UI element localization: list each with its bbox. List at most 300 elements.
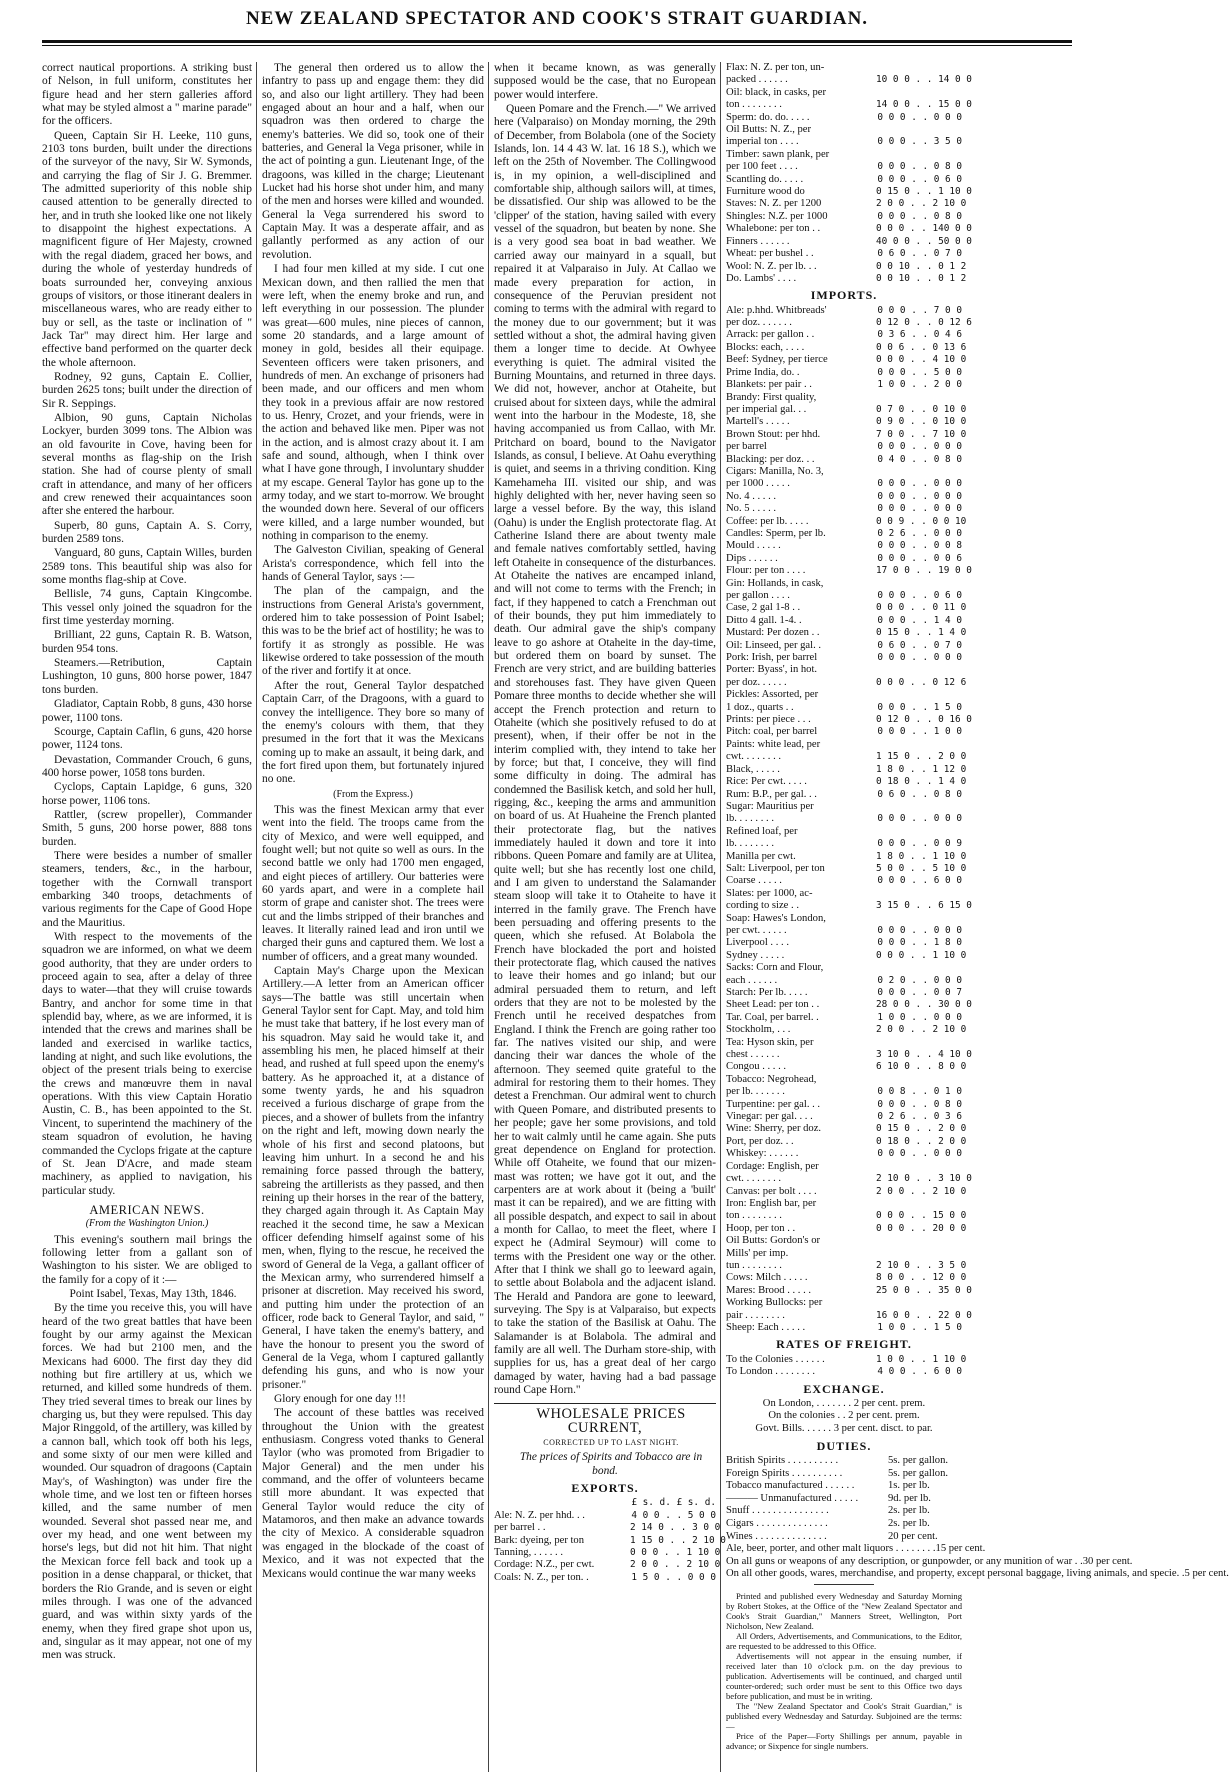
price-value: 0 0 0 . . 0 0 0 — [877, 478, 962, 490]
price-value: 28 0 0 . . 30 0 0 — [876, 999, 972, 1011]
price-value: 2s. per lb. — [888, 1517, 930, 1529]
price-row — [726, 925, 962, 937]
price-value: 0 15 0 . . 1 10 0 — [876, 186, 972, 198]
exports-list — [494, 1509, 726, 1584]
price-value: 1s. per lb. — [888, 1480, 930, 1492]
price-item: Arrack: per gallon . . — [726, 329, 815, 341]
masthead-rule-thick — [42, 40, 1072, 43]
column-1 — [42, 62, 252, 1772]
price-item: Brandy: First quality, — [726, 391, 817, 403]
price-item: Dips . . . . . . — [726, 552, 778, 564]
price-row — [494, 1572, 716, 1584]
column-4 — [726, 62, 1229, 1772]
price-value: 0 0 0 . . 0 0 0 — [877, 441, 962, 453]
price-item: Wine: Sherry, per doz. — [726, 1123, 822, 1135]
price-row — [726, 813, 962, 825]
price-item: To the Colonies . . . . . . — [726, 1353, 825, 1365]
price-item: Blacking: per doz. . . — [726, 453, 815, 465]
price-item: Tobacco: Negrohead, — [726, 1073, 817, 1085]
price-row — [726, 1185, 967, 1198]
price-value: 6 10 0 . . 8 0 0 — [876, 1061, 967, 1073]
price-item: 1 doz., quarts . . — [726, 701, 794, 713]
imprint-paragraph: Advertisements will not appear in the ensuing number, if received later than 10 o'clock p.m. on the day previous to publication. Advertisements will be continued, and charged until counter-ordered; such order must be sent to this Office two days before publication, and must be in writing. — [726, 1650, 962, 1701]
price-value: 0 0 0 . . 0 0 7 — [877, 987, 962, 998]
price-value: 0 12 0 . . 0 16 0 — [876, 714, 972, 726]
price-value: 16 0 0 . . 22 0 0 — [876, 1309, 972, 1321]
price-item: Rum: B.P., per gal. . . — [726, 788, 817, 800]
price-row — [726, 1505, 962, 1518]
price-item: Mares: Brood . . . . . — [726, 1284, 812, 1296]
freight-list — [726, 1353, 967, 1379]
masthead-rule-thin — [42, 45, 1072, 46]
price-value: 0 0 0 . . 0 0 0 — [877, 503, 962, 515]
article-paragraph: Queen, Captain Sir H. Leeke, 110 guns, 2103 tons burden, built under the directions of the surveyor of the navy, Sir W. Symonds, and carrying the flag of Sir J. G. Bremmer. The admitted superiority of this noble ship caused attention to be generally directed to her, and in truth she looked like one not likely to disappoint the highest expectations. A magnificent figure of Her Majesty, crowned with the regal diadem, graced her bows, and during the whole of yesterday hundreds of boats surrounded her, conveying anxious groups of visitors, or those itinerant dealers in miscellaneous wares, who are ready either to buy or sell, as the taste or inclination of " Jack Tar" may direct him. Her large and effective band performed on the quarter deck the whole afternoon. — [42, 129, 252, 369]
price-item: Porter: Byass', in hot. — [726, 664, 818, 676]
price-item: packed . . . . . . — [726, 74, 788, 86]
price-value: 40 0 0 . . 50 0 0 — [876, 235, 972, 247]
price-value: 0 0 0 . . 0 0 9 — [877, 838, 962, 850]
price-row — [726, 211, 962, 223]
price-item: Iron: English bar, per — [726, 1197, 817, 1209]
price-item: Cows: Milch . . . . . — [726, 1272, 808, 1284]
price-value: 3 10 0 . . 4 10 0 — [876, 1049, 972, 1061]
currency-units: £ s. d. £ s. d. — [631, 1497, 716, 1509]
article-paragraph: Glory enough for one day !!! — [274, 1393, 406, 1406]
prices-note: The prices of Spirits and Tobacco are in bond. — [519, 1451, 703, 1477]
article-paragraph: After the rout, General Taylor despatched Captain Carr, of the Dragoons, with a guard to convey the intelligence. They bore so many of the enemy's colours with them, that they presumed in the fort that it was the Mexicans coming up to make an assault, it being dark, and the fort fired upon them, but fortunately injured no one. — [262, 679, 484, 786]
price-row — [726, 341, 967, 354]
price-row — [726, 403, 967, 416]
price-item: Coffee: per lb. . . . . — [726, 515, 809, 527]
article-paragraph: This evening's southern mail brings the following letter from a gallant son of Washington to his sister. We are obliged to the family for a copy of it :— — [42, 1233, 252, 1286]
article-paragraph: Albion, 90 guns, Captain Nicholas Lockyer, burden 3099 tons. The Albion was an old favourite in Cove, having been for several months as flag-ship on the Irish station. She had of course plenty of small craft in attendance, and many of her officers and crew renewed their acquaintances soon after she entered the harbour. — [42, 411, 252, 518]
price-row — [726, 223, 972, 235]
price-value: 0 0 0 . . 4 10 0 — [876, 354, 967, 366]
article-paragraph: Cyclops, Captain Lapidge, 6 guns, 320 horse power, 1106 tons. — [42, 781, 252, 807]
price-value: 2 10 0 . . 3 10 0 — [876, 1173, 972, 1185]
price-row — [726, 1366, 962, 1378]
price-row — [726, 763, 967, 776]
price-row — [726, 515, 967, 528]
price-item: tun . . . . . . . . — [726, 1259, 782, 1271]
price-item: Manilla per cwt. — [726, 850, 796, 862]
price-item: per doz. . . . . . . — [726, 317, 792, 329]
price-item: Cigars . . . . . . . . . . . . . . — [726, 1517, 828, 1529]
price-row — [726, 1493, 962, 1506]
price-value: 4 0 0 . . 6 0 0 — [877, 1366, 962, 1378]
price-value: 0 0 0 . . 5 0 0 — [877, 366, 962, 378]
price-row — [726, 739, 962, 751]
price-item: Mills' per imp. — [726, 1247, 789, 1259]
prices-subtitle: CORRECTED UP TO LAST NIGHT. — [543, 1438, 679, 1448]
price-item: Liverpool . . . . — [726, 937, 789, 949]
imprint-paragraph: Price of the Paper—Forty Shillings per annum, payable in advance; or Sixpence for single numbers. — [726, 1730, 962, 1751]
price-value: 0 0 10 . . 0 1 2 — [876, 272, 967, 284]
price-item: per 100 feet . . . . — [726, 161, 798, 173]
price-row — [726, 1198, 962, 1210]
price-row — [726, 272, 967, 285]
price-item: Whiskey: . . . . . . — [726, 1148, 799, 1160]
price-row — [726, 74, 972, 86]
price-row — [726, 379, 962, 391]
price-item: per imperial gal. . . — [726, 403, 807, 415]
price-row — [726, 1297, 962, 1309]
price-row — [726, 962, 962, 974]
price-row — [726, 478, 962, 490]
price-item: Flour: per ton . . . . — [726, 565, 806, 577]
section-heading-american-news: AMERICAN NEWS. — [89, 1202, 205, 1217]
price-row — [726, 702, 962, 714]
price-value: 8 0 0 . . 12 0 0 — [876, 1272, 967, 1284]
imprint — [726, 1591, 962, 1751]
price-row — [726, 826, 962, 838]
price-row — [726, 615, 962, 627]
price-item: Canvas: per bolt . . . . — [726, 1185, 817, 1197]
price-row — [726, 317, 972, 329]
price-row — [726, 1037, 962, 1049]
price-item: Port, per doz. . . — [726, 1135, 794, 1147]
price-value: 2 14 0 . . 3 0 0 — [630, 1522, 721, 1534]
price-row — [726, 260, 967, 273]
price-row — [726, 1111, 962, 1123]
price-item: cwt. . . . . . . . — [726, 751, 782, 763]
price-row — [726, 367, 962, 379]
price-value: 7 0 0 . . 7 10 0 — [876, 428, 967, 440]
exchange-list — [726, 1398, 962, 1436]
price-value: 2 10 0 . . 3 5 0 — [876, 1259, 967, 1271]
price-row — [726, 149, 962, 161]
price-item: Sydney . . . . . — [726, 949, 785, 961]
price-value: 0 0 0 . . 0 0 6 — [877, 552, 962, 564]
price-row — [726, 1012, 962, 1024]
price-item: On all guns or weapons of any description, or gunpowder, or any munition of war . . — [726, 1555, 1083, 1567]
price-value — [876, 466, 962, 478]
price-row — [726, 676, 967, 689]
price-item: Sacks: Corn and Flour, — [726, 962, 824, 974]
price-value: 0 0 0 . . 1 10 0 — [630, 1547, 721, 1559]
price-row — [726, 1161, 962, 1173]
article-paragraph: The general then ordered us to allow the infantry to pass up and engage them: they did so, and also our light artillery. They had been engaged about an hour and a half, when our squadron was then ordered to charge the enemy's batteries. We did so, took one of their batteries, and General la Vega prisoner, while in the act of pointing a gun. Lieutenant Inge, of the dragoons, was killed in the charge; Lieutenant Lucket had his horse shot under him, and many of the men and horses were killed and wounded. General la Vega surrendered his sword to Captain May. It was a desperate affair, and as gallantly performed as any action of our revolution. — [262, 62, 484, 261]
price-value: 0 0 0 . . 0 0 0 — [877, 652, 962, 664]
price-value — [876, 149, 962, 161]
price-item: No. 5 . . . . . — [726, 503, 777, 515]
price-row — [726, 1259, 967, 1272]
price-row — [726, 850, 967, 863]
price-value — [876, 392, 962, 404]
price-row — [726, 1480, 962, 1493]
price-item: lb. . . . . . . . — [726, 813, 774, 825]
price-row — [726, 875, 962, 887]
price-row — [726, 751, 967, 763]
price-item: Slates: per 1000, ac- — [726, 887, 813, 899]
price-item: Tea: Hyson skin, per — [726, 1036, 814, 1048]
article-paragraph: Captain May's Charge upon the Mexican Artillery.—A letter from an American officer says—The battle was still uncertain when General Taylor sent for Capt. May, and told him he must take that battery, if he lost every man of his squadron. May said he would take it, and assembling his men, he placed himself at their head, and rushed at full speed upon the enemy's battery. As he approached it, at a distance of some twenty yards, he and his squadron received a furious discharge of grape from the pieces, and a shower of bullets from the infantry on the right and left, mowing down nearly the whole of his first and second platoons, but leaving him unhurt. In a second he and his remaining force passed through the battery, sabreing the artillerists as they passed, and then reining up their horses in the rear of the battery, they charged again through it. As Captain May reached it the second time, he saw a Mexican officer defending himself against some of his men, when, flying to the rescue, he received the sword of General de la Vega, a gallant officer of the Mexican army, who surrendered himself a prisoner at discretion. May received his sword, and putting him under the protection of an officer, rode back to General Taylor, and said, " General, I have taken the enemy's battery, and have the honour to present you the sword of General de la Vega, whom I captured gallantly defending his guns, and who is now your prisoner." — [262, 965, 484, 1391]
price-value: 0 0 0 . . 20 0 0 — [876, 1222, 967, 1234]
price-row — [726, 136, 962, 148]
price-value — [876, 826, 962, 838]
price-value — [876, 578, 962, 590]
price-item: British Spirits . . . . . . . . . . — [726, 1455, 839, 1466]
price-item: Salt: Liverpool, per ton — [726, 862, 825, 874]
price-row — [726, 838, 962, 850]
price-row — [726, 198, 967, 210]
article-paragraph: Scourge, Captain Caflin, 6 guns, 420 horse power, 1124 tons. — [42, 725, 252, 752]
price-row — [726, 949, 967, 962]
exchange-row: On the colonies . . 2 per cent. prem. — [768, 1410, 920, 1422]
price-item: Oil Butts: Gordon's or — [726, 1235, 821, 1247]
wholesale-prices-section — [494, 1403, 726, 1584]
article-paragraph: The account of these battles was received throughout the Union with the greatest enthusiasm. Congress voted thanks to General Taylor (who was promoted from Brigadier to Major General) and the men under his command, and the offer of volunteers became still more abundant. It was expected that General Taylor would reduce the city of Matamoros, and then make an advance towards the city of Mexico. A considerable squadron was engaged in the blockade of the coast of Mexico, and it was not expected that the Mexicans would continue the war many weeks — [262, 1407, 484, 1580]
price-value: 5s. per gallon. — [888, 1467, 949, 1479]
price-row — [726, 1555, 1133, 1569]
price-row — [726, 937, 962, 949]
price-value: 0 0 8 . . 0 1 0 — [877, 1086, 962, 1098]
price-item: Foreign Spirits . . . . . . . . . . — [726, 1467, 843, 1479]
price-item: per cwt. . . . . . — [726, 924, 787, 936]
price-value — [876, 801, 962, 813]
price-value: 0 0 0 . . 0 8 0 — [877, 210, 962, 222]
price-row — [726, 565, 972, 577]
price-value: 0 0 0 . . 7 0 0 — [877, 304, 962, 316]
price-row — [726, 87, 962, 99]
price-value: 0 0 0 . . 140 0 0 — [876, 223, 972, 235]
price-item: Finners . . . . . . — [726, 235, 790, 247]
price-value: 0 6 0 . . 0 7 0 — [877, 639, 962, 651]
price-value: 0 12 0 . . 0 12 6 — [876, 317, 972, 329]
price-item: Brown Stout: per hhd. — [726, 428, 821, 440]
price-value: 0 0 0 . . 1 10 0 — [876, 949, 967, 961]
price-value — [876, 124, 962, 136]
price-item: Do. Lambs' . . . . — [726, 272, 797, 284]
price-item: ton . . . . . . . . — [726, 99, 782, 111]
price-value — [876, 1198, 962, 1210]
column-divider — [488, 62, 489, 1772]
price-row — [726, 900, 972, 912]
price-item: Sheep: Each . . . . . — [726, 1321, 806, 1333]
price-item: chest . . . . . . — [726, 1049, 780, 1061]
article-paragraph: Rodney, 92 guns, Captain E. Collier, burden 2625 tons; built under the direction of Sir R. Seppings. — [42, 370, 252, 410]
price-row — [726, 776, 967, 788]
price-value — [876, 1297, 962, 1309]
price-item: Hoop, per ton . . — [726, 1222, 796, 1234]
price-item: Gin: Hollands, in cask, — [726, 577, 824, 589]
article-paragraph: Steamers.—Retribution, Captain Lushington, 10 guns, 800 horse power, 1847 tons burden. — [42, 657, 252, 696]
price-item: Whalebone: per ton . . — [726, 223, 821, 235]
price-value: 0 0 6 . . 0 13 6 — [876, 341, 967, 353]
price-value: 0 0 0 . . 0 0 0 — [877, 924, 962, 936]
price-value — [876, 62, 962, 74]
price-item: Oil: black, in casks, per — [726, 86, 827, 98]
price-value: 0 0 0 . . 1 8 0 — [877, 937, 962, 949]
price-row — [726, 491, 962, 503]
price-row — [726, 1135, 967, 1148]
price-item: Working Bullocks: per — [726, 1297, 823, 1309]
imprint-paragraph: The "New Zealand Spectator and Cook's Strait Guardian," is published every Wednesday and Saturday. Subjoined are the terms:— — [726, 1700, 962, 1731]
price-value: 0 0 0 . . 3 5 0 — [877, 136, 962, 148]
price-row — [494, 1559, 721, 1571]
price-row — [726, 553, 962, 565]
price-value: 5 0 0 . . 5 10 0 — [876, 862, 967, 874]
price-value: 0 0 0 . . 0 0 0 — [877, 813, 962, 825]
article-paragraph: Queen Pomare and the French.—" We arrived here (Valparaiso) on Monday morning, the 29th of December, from Bolabola (one of the Society Islands, lon. 14 4 43 W. lat. 16 18 S.), which we left on the 25th of November. The Collingwood is, in my opinion, a well-disciplined and comfortable ship, although sailors will, at times, be dissatisfied. Our ship was allowed to be the 'clipper' of the station, having sailed with every vessel of the squadron, but beaten by none. She is a very good sea boat in bad weather. We carried away our mainyard in a squall, but repaired it at Valparaiso in July. At Callao we made every preparation for action, in consequence of the Peruvian president not coming to terms with the admiral with regard to the money due to our government; but it was settled without a shot, the admiral having given them a longer time to decide. At Owhyee everything is quiet. The admiral visited the Burning Mountains, and returned in three days. We did not, however, anchor at Otaheite, but cruised about for sixteen days, while the admiral went into the harbour in the Modeste, 18, she having accompanied us from Callao, with Mr. Pritchard on board, bound to the Navigator Islands, as consul, I believe. At Oahu everything is quiet, and seems in a thriving condition. King Kamehameha III. visited our ship, and was highly delighted with her, never having seen so large a vessel before. By the way, this island (Oahu) is under the English protectorate flag. At Catherine Island there are about twenty male and female natives comfortably settled, having left Otaheite in consequence of the disturbances. At Otaheite the natives are encamped inland, and will not come to terms with the French; in fact, if they happened to catch a Frenchman out of their bounds, they put him immediately to death. Our admiral gave the ship's company leave to go ashore at Otaheite in the day-time, but ordered them on board by sunset. The French are very strict, and are building batteries and storehouses fast. They have given Queen Pomare three months to decide whether she will accept the French protection and return to Otaheite (which she positively refused to do at present), when, if their offer be not in the interim complied with, they intend to take her by force; but that, I conceive, they will find some difficulty in doing. The admiral has condemned the Basilisk ketch, and sold her hull, rigging, &c., keeping the arms and ammunition on board of us. At Huaheine the French planted their protectorate flag, but the natives immediately hauled it down and tore it into ribbons. Queen Pomare and family are at Ulitea, quite well; but she has recently lost one child, and I am given to understand the Salamander steam sloop will take it to Otaheite to have it interred in the family grave. The French have been persuading and offering presents to the queen, which she refused. At Bolabola the French have blockaded the port and hoisted their protectorate flag, which caused the natives to leave their homes and go inland; but our admiral persuaded them to return, and left orders that they are not to be molested by the French until he received despatches from England. I think the French are going rather too far. The natives visited our ship, and were dancing their war dances the whole of the afternoon. They seemed quite grateful to the admiral for restoring them to their homes. They detest a Frenchman. Our admiral went to church with Queen Pomare, and distributed presents to her people; gave her some provisions, and told her to wait calmly until he came again. She puts great dependence on England for protection. While off Otaheite, we found that our mizen-mast was rotten; we have got it out, and the carpenters are at work about it (being a 'built' mast it can be repaired), and we are fitting with all possible despatch, and expect to sail in about a month for Callao, to meet the fleet, where I expect he (Admiral Seymour) will come to terms with the President one way or the other. After that I think we shall go to leeward again, to settle about Bolabola and the adjacent island. The Herald and Pandora are gone to leeward, surveying. The Spy is at Valparaiso, but expects to take the station of the Basilisk at Oahu. The Salamander is at Bolabola. The admiral and family are all well. The Durham store-ship, with supplies for us, has a great deal of her cargo damaged by water, having had a bad passage round Cape Horn." — [494, 103, 716, 1397]
price-value: 0 0 0 . . 15 0 0 — [876, 1210, 967, 1222]
price-value — [876, 1161, 962, 1173]
price-item: Coarse . . . . . — [726, 875, 782, 887]
price-row — [726, 1099, 962, 1111]
price-item: Candles: Sperm, per lb. — [726, 527, 826, 539]
article-paragraph: Superb, 80 guns, Captain A. S. Corry, burden 2589 tons. — [42, 519, 252, 546]
price-value: 1 0 0 . . 2 0 0 — [877, 379, 962, 391]
price-item: Mustard: Per dozen . . — [726, 627, 820, 639]
price-value: 25 0 0 . . 35 0 0 — [876, 1284, 972, 1296]
price-row — [726, 1309, 972, 1322]
price-row — [726, 1353, 967, 1366]
price-value: 1 15 0 . . 2 10 0 — [630, 1534, 726, 1546]
price-row — [726, 1518, 962, 1531]
price-item: Sheet Lead: per ton . . — [726, 999, 820, 1011]
price-item: Cordage: N.Z., per cwt. — [494, 1559, 595, 1571]
price-item: Soap: Hawes's London, — [726, 912, 826, 924]
column-3 — [494, 62, 726, 1772]
price-row — [726, 801, 962, 813]
price-item: Ale, beer, porter, and other malt liquors . . . . . . . . — [726, 1543, 936, 1555]
price-value: 20 per cent. — [888, 1530, 938, 1542]
exchange-heading: EXCHANGE. — [803, 1381, 885, 1396]
price-value: 5s. per gallon. — [888, 1455, 949, 1466]
price-value: 0 2 0 . . 0 0 0 — [877, 974, 962, 986]
price-item: per lb. . . . . . . — [726, 1086, 785, 1098]
article-paragraph: I had four men killed at my side. I cut one Mexican down, and then rallied the men that were left, when the enemy broke and run, and left everything in our possession. The plunder was great—600 mules, nine pieces of cannon, some 20 standards, and a large amount of money in gold, besides all their equipage. Seventeen officers were taken prisoners, and hundreds of men. An exchange of prisoners had been made, and our officers and men whom they took in a previous affair are now restored to us. Henry, Crozet, and your friends, were in the action and behaved like men. Piper was not in the action, and is almost crazy about it. I am safe and sound, although, when I think over what I have gone through, I involuntary shudder at my escape. General Taylor has gone up to the army today, and we start to-morrow. We brought the wounded down here. Several of our officers were killed, and a large number wounded, but nothing in comparison to the enemy. — [262, 263, 484, 543]
price-row — [726, 1272, 967, 1284]
section-source: (From the Express.) — [333, 788, 413, 800]
price-item: Tobacco manufactured . . . . . . — [726, 1480, 855, 1492]
price-value: 3 15 0 . . 6 15 0 — [876, 900, 972, 912]
exchange-row: Govt. Bills. . . . . . 3 per cent. disct. to par. — [755, 1423, 933, 1435]
price-value: 0 0 9 . . 0 0 10 — [876, 515, 967, 527]
article-paragraph: correct nautical proportions. A striking bust of Nelson, in full uniform, constitutes her figure head and her stern galleries afford what may be styled almost a " marine parade" for the officers. — [42, 62, 252, 128]
price-row — [726, 354, 967, 366]
price-row — [726, 329, 962, 341]
price-value: 0 6 0 . . 0 8 0 — [877, 788, 962, 800]
price-row — [726, 528, 962, 540]
price-row — [726, 1568, 1229, 1581]
price-value: 0 0 0 . . 0 0 0 — [877, 111, 962, 123]
price-item: Prints: per piece . . . — [726, 714, 811, 726]
price-value: 30 per cent. — [1082, 1555, 1133, 1567]
price-row — [726, 1074, 962, 1086]
price-row — [726, 1024, 967, 1036]
price-row — [726, 1210, 967, 1222]
price-value: 0 3 6 . . 0 4 6 — [877, 329, 962, 341]
exports-list-continued — [726, 62, 972, 285]
price-item: Pork: Irish, per barrel — [726, 652, 818, 664]
price-row — [726, 999, 972, 1011]
price-value: 0 18 0 . . 2 0 0 — [876, 1135, 967, 1147]
price-item: Timber: sawn plank, per — [726, 148, 830, 160]
price-item: Wheat: per bushel . . — [726, 248, 814, 260]
price-item: Black, . . . . . — [726, 763, 780, 775]
price-value: 1 5 0 . . 0 0 0 — [631, 1571, 716, 1583]
price-value: 0 9 0 . . 0 10 0 — [876, 416, 967, 428]
price-value: 2 0 0 . . 2 10 0 — [876, 1024, 967, 1036]
column-2 — [262, 62, 484, 1772]
price-value: 0 0 0 . . 0 6 0 — [877, 173, 962, 185]
price-value: 2 0 0 . . 2 10 0 — [630, 1559, 721, 1571]
price-item: per 1000 . . . . . — [726, 478, 790, 490]
imports-heading: IMPORTS. — [810, 288, 878, 303]
price-row — [726, 124, 962, 136]
article-paragraph: Devastation, Commander Crouch, 6 guns, 400 horse power, 1058 tons burden. — [42, 753, 252, 779]
price-row — [726, 454, 962, 466]
price-value — [876, 664, 962, 676]
price-item: Pickles: Assorted, per — [726, 689, 819, 701]
price-row — [726, 441, 962, 453]
price-item: Case, 2 gal 1-8 . . — [726, 602, 801, 614]
divider — [814, 1584, 874, 1585]
price-row — [726, 1061, 967, 1073]
price-item: Scantling do. . . . . — [726, 173, 804, 185]
article-paragraph: Brilliant, 22 guns, Captain R. B. Watson, burden 954 tons. — [42, 629, 252, 655]
price-value: 2s. per lb. — [888, 1505, 930, 1517]
price-value: 1 15 0 . . 2 0 0 — [876, 751, 967, 763]
price-row — [726, 726, 962, 738]
price-item: Oil: Linseed, per gal. . — [726, 639, 822, 651]
price-value: 1 0 0 . . 0 0 0 — [877, 1011, 962, 1023]
price-item: To London . . . . . . . . — [726, 1366, 816, 1378]
price-row — [726, 1123, 967, 1135]
price-item: Vinegar: per gal. . . . — [726, 1111, 813, 1123]
price-item: Congou . . . . . — [726, 1061, 787, 1073]
exports-heading: EXPORTS. — [571, 1481, 639, 1496]
price-row — [726, 590, 962, 602]
freight-heading: RATES OF FREIGHT. — [776, 1337, 912, 1352]
price-item: Tanning, . . . . . . — [494, 1547, 563, 1559]
price-row — [726, 888, 962, 900]
price-value: 0 0 0 . . 0 8 0 — [877, 161, 962, 173]
price-row — [726, 862, 967, 875]
price-item: Beef: Sydney, per tierce — [726, 354, 828, 366]
price-row — [726, 913, 962, 925]
price-row — [726, 174, 962, 186]
price-value: 5 per cent. — [1184, 1568, 1229, 1580]
article-paragraph: when it became known, as was generally supposed would be the case, that no European power would interfere. — [494, 62, 716, 101]
price-row — [726, 1468, 962, 1481]
price-row — [726, 503, 962, 515]
price-value: 14 0 0 . . 15 0 0 — [876, 99, 972, 111]
article-paragraph: Rattler, (screw propeller), Commander Smith, 5 guns, 200 horse power, 888 tons burden. — [42, 808, 252, 848]
price-value: 0 0 0 . . 0 6 0 — [877, 590, 962, 601]
price-item: pair . . . . . . . . — [726, 1309, 785, 1321]
price-item: Sugar: Mauritius per — [726, 800, 814, 812]
price-item: Turpentine: per gal. . . — [726, 1098, 821, 1110]
price-value: 1 8 0 . . 1 12 0 — [876, 763, 967, 775]
price-item: Refined loaf, per — [726, 825, 798, 837]
price-value: 0 0 10 . . 0 1 2 — [876, 260, 967, 272]
prices-title: WHOLESALE PRICES CURRENT, — [536, 1406, 686, 1436]
duties-list — [726, 1455, 1229, 1581]
duties-heading: DUTIES. — [816, 1438, 872, 1453]
price-item: Oil Butts: N. Z., per — [726, 124, 812, 136]
price-row — [726, 789, 962, 801]
price-value — [876, 1037, 962, 1049]
price-item: Blankets: per pair . . — [726, 379, 812, 391]
price-value: 0 0 0 . . 0 12 6 — [876, 676, 967, 688]
price-value: 0 0 0 . . 1 4 0 — [877, 614, 962, 626]
price-value: 2 0 0 . . 2 10 0 — [876, 198, 967, 210]
price-value: 4 0 0 . . 5 0 0 — [631, 1509, 716, 1521]
price-row — [726, 466, 962, 478]
price-row — [726, 1284, 972, 1297]
